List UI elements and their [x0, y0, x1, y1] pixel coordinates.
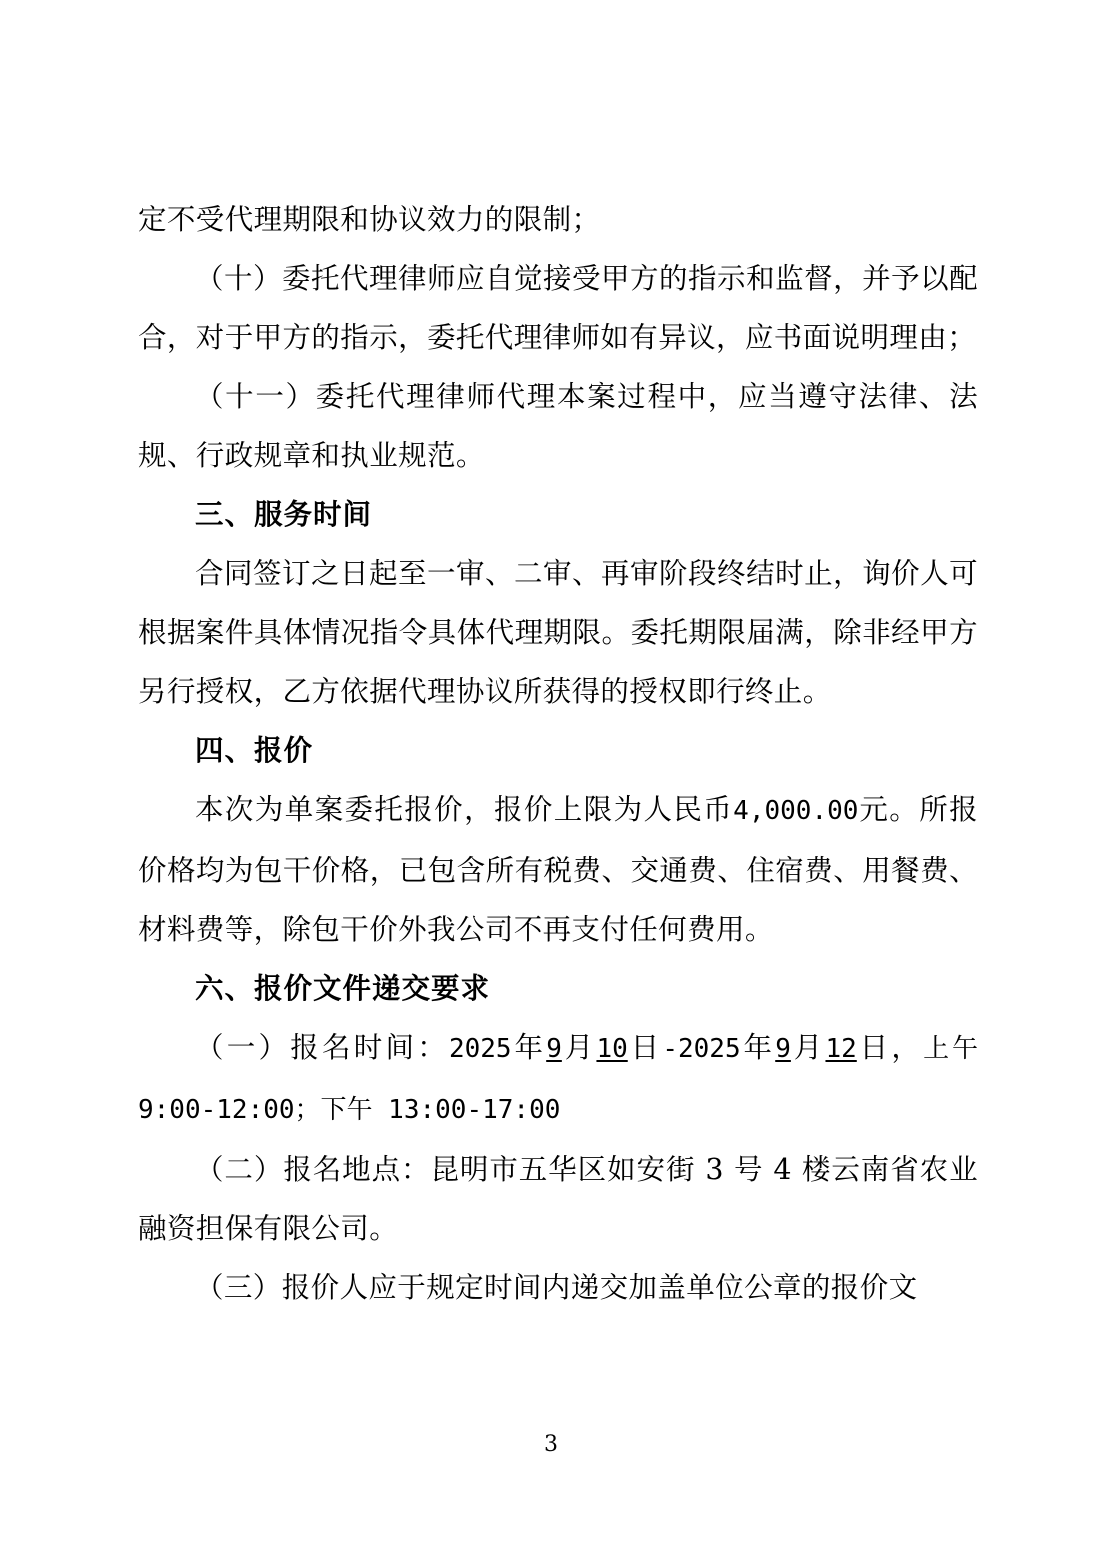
registration-month-2: 9 [775, 1034, 791, 1064]
quotation-body-suffix: 元。所报价格均为包干价格，已包含所有税费、交通费、住宿费、用餐费、材料费等，除包干价外我公司不再支付任何费用。 [138, 793, 978, 946]
registration-time-lead: 报名时间： [290, 1031, 449, 1064]
year-unit-2: 年 [740, 1031, 776, 1064]
heading-quotation: 四、报价 [195, 734, 314, 767]
registration-place-text: 报名地点：昆明市五华区如安街 3 号 4 楼云南省农业融资担保有限公司。 [138, 1153, 978, 1245]
item-label-one: （一） [195, 1031, 291, 1064]
paragraph-submission-rule [138, 1258, 978, 1317]
paragraph-item-eleven: （十一）委托代理律师代理本案过程中，应当遵守法律、法规、行政规章和执业规范。 [138, 380, 978, 472]
submission-rule-text: 报价人应于规定时间内递交加盖单位公章的报价文 [281, 1271, 918, 1304]
registration-day-1: 10 [596, 1034, 628, 1064]
registration-day-2: 12 [825, 1034, 857, 1064]
year-unit-1: 年 [511, 1031, 547, 1064]
month-unit-2: 月 [790, 1031, 826, 1064]
registration-year-1: 2025 [448, 1034, 512, 1064]
document-body [138, 190, 978, 1317]
day-unit-2: 日 [856, 1031, 892, 1064]
page-number: 3 [544, 1432, 558, 1457]
registration-time-hours: 上午 9:00-12:00；下午 13:00-17:00 [138, 1034, 978, 1125]
quotation-body-prefix: 本次为单案委托报价，报价上限为人民币 [195, 793, 734, 826]
paragraph-item-ten: （十）委托代理律师应自觉接受甲方的指示和监督，并予以配合，对于甲方的指示，委托代理律师如有异议，应书面说明理由； [138, 262, 978, 354]
item-label-three: （三） [195, 1271, 282, 1304]
registration-year-2: 2025 [678, 1034, 741, 1064]
paragraph-registration-place [138, 1140, 978, 1258]
heading-submission-requirements: 六、报价文件递交要求 [195, 972, 491, 1005]
item-label-two: （二） [195, 1153, 284, 1186]
day-unit-1: 日 [627, 1031, 663, 1064]
registration-time-tail: ， [891, 1031, 924, 1064]
date-range-dash: - [662, 1034, 678, 1064]
month-unit-1: 月 [561, 1031, 597, 1064]
quotation-amount: 4,000.00 [733, 796, 859, 826]
paragraph-quotation-body [138, 780, 978, 959]
heading-service-time: 三、服务时间 [195, 498, 373, 531]
registration-month-1: 9 [546, 1034, 562, 1064]
paragraph-service-time-body: 合同签订之日起至一审、二审、再审阶段终结时止，询价人可根据案件具体情况指令具体代理期限。委托期限届满，除非经甲方另行授权，乙方依据代理协议所获得的授权即行终止。 [138, 557, 978, 708]
paragraph-continued-item-nine: 定不受代理期限和协议效力的限制； [138, 203, 601, 236]
paragraph-registration-time [138, 1018, 978, 1140]
